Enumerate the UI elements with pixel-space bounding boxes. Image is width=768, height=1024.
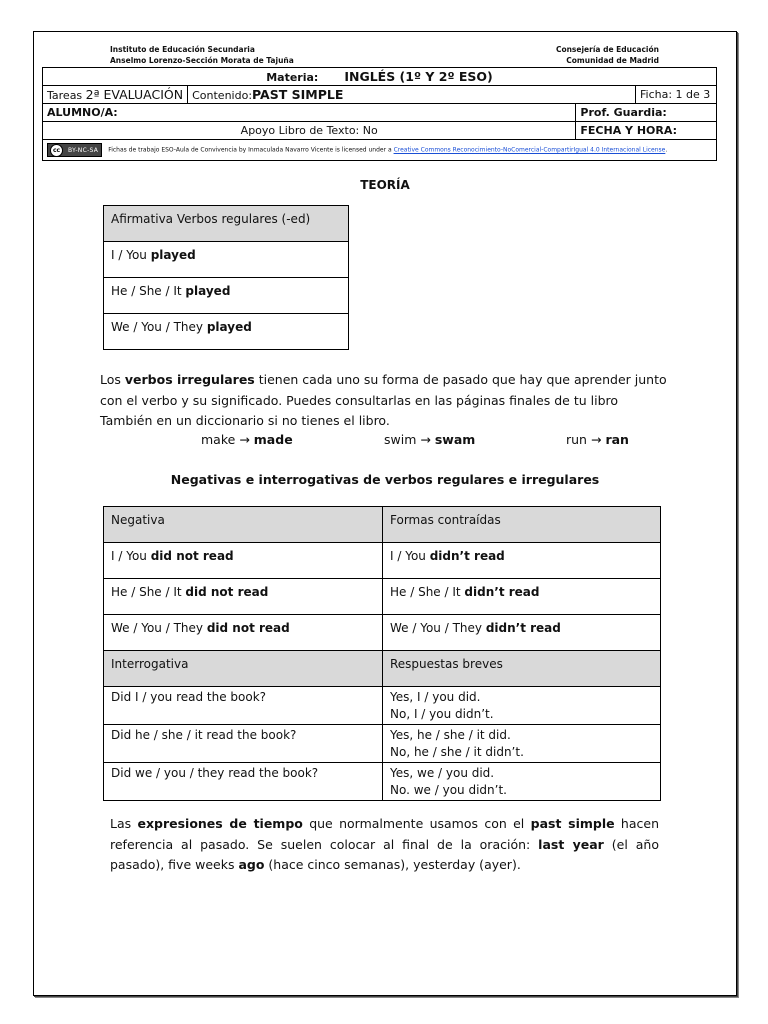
worksheet-page bbox=[33, 31, 737, 996]
school-header bbox=[110, 44, 294, 66]
contenido-value: PAST SIMPLE bbox=[252, 87, 344, 102]
materia-label: Materia: bbox=[266, 71, 319, 84]
negativas-table bbox=[103, 506, 661, 801]
table-row: Did I / you read the book? Yes, I / you did. No, I / you didn’t. bbox=[104, 687, 661, 725]
example-swim: swim → swam bbox=[384, 432, 476, 447]
tareas-value: 2ª EVALUACIÓN bbox=[85, 87, 184, 102]
respuestas-header: Respuestas breves bbox=[383, 651, 661, 687]
school-section: Anselmo Lorenzo-Sección Morata de Tajuña bbox=[110, 56, 294, 65]
license-cell bbox=[43, 140, 717, 161]
table-row: Did we / you / they read the book? Yes, we / you did. No. we / you didn’t. bbox=[104, 763, 661, 801]
table-row: I / You played bbox=[104, 242, 349, 278]
contenido-label: Contenido: bbox=[192, 89, 253, 102]
tareas-cell bbox=[43, 86, 188, 104]
alumno-field: ALUMNO/A: bbox=[43, 104, 576, 122]
table-row: He / She / It did not read He / She / It didn’t read bbox=[104, 579, 661, 615]
license-end: . bbox=[665, 146, 668, 154]
example-make: make → made bbox=[201, 432, 293, 447]
contenido-cell bbox=[188, 86, 636, 104]
materia-cell bbox=[43, 68, 717, 86]
afirmativa-header: Afirmativa Verbos regulares (-ed) bbox=[104, 206, 349, 242]
region-name: Comunidad de Madrid bbox=[566, 56, 659, 65]
expresiones-paragraph: Las expresiones de tiempo que normalmente usamos con el past simple hacen referencia al pasado. Se suelen colocar al final de la oración: last year (el año pasado), five weeks ago (hace cinco semanas), yesterday (ayer). bbox=[110, 816, 659, 872]
afirmativa-table bbox=[103, 205, 349, 350]
fecha-hora-field: FECHA Y HORA: bbox=[576, 122, 717, 140]
interrogativa-header: Interrogativa bbox=[104, 651, 383, 687]
table-row: I / You did not read I / You didn’t read bbox=[104, 543, 661, 579]
info-table bbox=[42, 67, 717, 161]
contraidas-header: Formas contraídas bbox=[383, 507, 661, 543]
table-row: Did he / she / it read the book? Yes, he / she / it did. No, he / she / it didn’t. bbox=[104, 725, 661, 763]
table-row: He / She / It played bbox=[104, 278, 349, 314]
license-link[interactable]: Creative Commons Reconocimiento-NoComercial-CompartirIgual 4.0 Internacional License bbox=[393, 146, 666, 154]
table-row: We / You / They did not read We / You / They didn’t read bbox=[104, 615, 661, 651]
apoyo-cell: Apoyo Libro de Texto: No bbox=[43, 122, 576, 140]
irregular-examples bbox=[34, 432, 736, 452]
negativa-header: Negativa bbox=[104, 507, 383, 543]
negativas-title: Negativas e interrogativas de verbos regulares e irregulares bbox=[170, 472, 600, 487]
region-dept: Consejería de Educación bbox=[555, 45, 659, 54]
teoria-title: TEORÍA bbox=[360, 178, 410, 192]
tareas-label: Tareas bbox=[47, 89, 86, 102]
example-run: run → ran bbox=[566, 432, 629, 447]
table-row: We / You / They played bbox=[104, 314, 349, 350]
irregulares-paragraph: Los verbos irregulares tienen cada uno su forma de pasado que hay que aprender junto con el verbo y su significado. Puedes consultarlas en las páginas finales de tu libro También en un diccionario si no tienes el libro. bbox=[100, 372, 667, 428]
region-header bbox=[556, 44, 659, 66]
school-name: Instituto de Educación Secundaria bbox=[110, 45, 255, 54]
ficha-cell: Ficha: 1 de 3 bbox=[636, 86, 717, 104]
license-text: Fichas de trabajo ESO-Aula de Convivencia by Inmaculada Navarro Vicente is licensed under a bbox=[108, 146, 394, 154]
prof-guardia-field: Prof. Guardia: bbox=[576, 104, 717, 122]
materia-value: INGLÉS (1º Y 2º ESO) bbox=[344, 69, 493, 84]
cc-license-icon: cc BY-NC-SA bbox=[47, 143, 102, 157]
